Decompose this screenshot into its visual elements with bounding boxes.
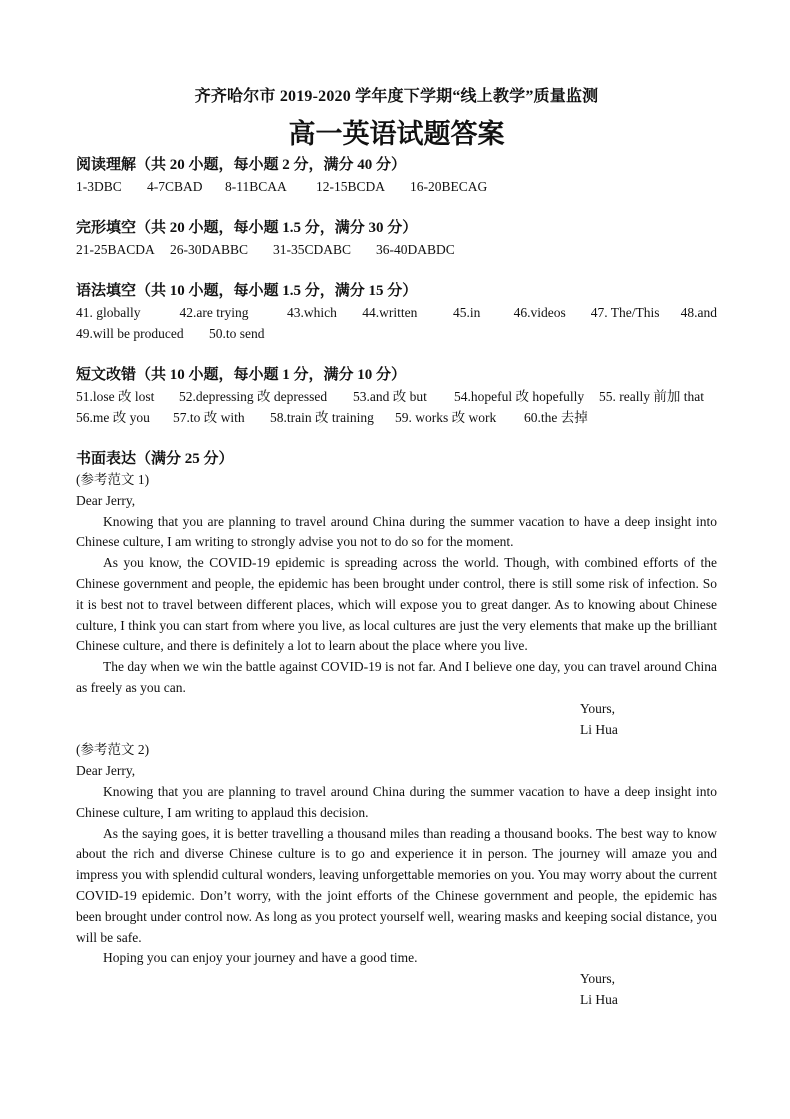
answer-item: 44.written [362,305,418,320]
answer-group: 4-7CBAD [147,179,203,194]
answer-item: 60.the 去掉 [524,410,588,425]
reading-heading: 阅读理解（共 20 小题，每小题 2 分，满分 40 分） [76,157,407,173]
answer-item: 52.depressing 改 depressed [179,389,328,404]
grammar-heading: 语法填空（共 10 小题，每小题 1.5 分，满分 15 分） [76,283,418,299]
answer-item: 56.me 改 you [76,410,150,425]
document-main-title: 齐齐哈尔市 2019-2020 学年度下学期“线上教学”质量监测 [194,88,599,105]
answer-item: 55. really 前加 that [599,389,704,404]
letter-paragraph: As you know, the COVID-19 epidemic is spreading across the world. Though, with combined efforts of the Chinese government and people, the epidemic has been brought under control, there is still some risk of infection. So it is best not to travel between different places, which will expose you to great danger. As to knowing about Chinese culture, I think you can start from where you live, as local cultures are just the very elements that make up the brilliant Chinese culture, and there is definitely a lot to learn about the place where you live. [76,555,717,654]
grammar-answers-row2 [76,323,717,344]
answer-item: 43.which [286,305,337,320]
letter-signature: Li Hua [580,991,618,1007]
answer-item: 46.videos [513,305,566,320]
writing-section [76,448,717,1011]
letter-closing: Yours, [580,971,616,987]
answer-document [76,84,717,1011]
answer-group: 36-40DABDC [376,242,455,257]
sample-label: (参考范文 1) [76,472,150,487]
letter-paragraph: Hoping you can enjoy your journey and have a good time. [103,950,418,966]
answer-item: 53.and 改 but [353,389,427,404]
answer-group: 21-25BACDA [76,242,155,257]
answer-group: 1-3DBC [76,179,122,194]
reading-section [76,154,717,197]
correction-answers-row1 [76,386,717,407]
answer-item: 51.lose 改 lost [76,389,155,404]
answer-group: 26-30DABBC [170,242,249,257]
letter-greeting: Dear Jerry, [76,492,136,508]
correction-heading: 短文改错（共 10 小题，每小题 1 分，满分 10 分） [76,367,407,383]
answer-group: 31-35CDABC [273,242,352,257]
letter-paragraph: Knowing that you are planning to travel around China during the summer vacation to have a deep insight into Chinese culture, I am writing to strongly advise you not to do so for the moment. [76,513,717,550]
writing-heading: 书面表达（满分 25 分） [76,451,234,467]
sample-essay-1 [76,470,717,740]
sample-essay-2 [76,740,717,1010]
answer-item: 45.in [453,305,481,320]
cloze-section [76,217,717,260]
answer-item: 57.to 改 with [173,410,245,425]
reading-answers [76,176,717,197]
letter-paragraph: Knowing that you are planning to travel around China during the summer vacation to have a deep insight into Chinese culture, I am writing to applaud this decision. [76,783,717,820]
sample-label: (参考范文 2) [76,742,150,758]
answer-item: 48.and [680,305,718,320]
answer-group: 16-20BECAG [410,179,488,194]
cloze-heading: 完形填空（共 20 小题，每小题 1.5 分，满分 30 分） [76,220,418,236]
answer-item: 47. The/This [590,305,660,320]
document-sub-title: 高一英语试题答案 [288,119,505,149]
correction-section [76,364,717,428]
answer-group: 8-11BCAA [225,179,287,194]
correction-answers-row2 [76,407,717,428]
answer-group: 12-15BCDA [316,179,386,194]
answer-item: 50.to send [209,326,265,341]
letter-closing: Yours, [580,700,616,716]
letter-paragraph: The day when we win the battle against COVID-19 is not far. And I believe one day, you can travel around China as freely as you can. [76,659,717,695]
grammar-section [76,280,717,344]
answer-item: 58.train 改 training [270,410,374,425]
grammar-answers-row1 [76,302,717,323]
letter-signature: Li Hua [580,721,618,737]
cloze-answers [76,239,717,260]
letter-greeting: Dear Jerry, [76,763,136,779]
answer-item: 42.are trying [179,305,249,320]
answer-item: 54.hopeful 改 hopefully [454,389,585,404]
letter-paragraph: As the saying goes, it is better travelling a thousand miles than reading a thousand books. The best way to know about the rich and diverse Chinese culture is to go and experience it in person. The journey will amaze you and impress you with splendid cultural wonders, leaving unforgettable memories on you. You may worry about the current COVID-19 epidemic. Don’t worry, with the joint efforts of the Chinese government and people, the epidemic has been brought under control now. As long as you protect yourself well, wearing masks and keeping social distance, you will be safe. [76,825,717,945]
answer-item: 49.will be produced [76,326,184,341]
answer-item: 41. globally [76,305,141,320]
answer-item: 59. works 改 work [395,410,497,425]
